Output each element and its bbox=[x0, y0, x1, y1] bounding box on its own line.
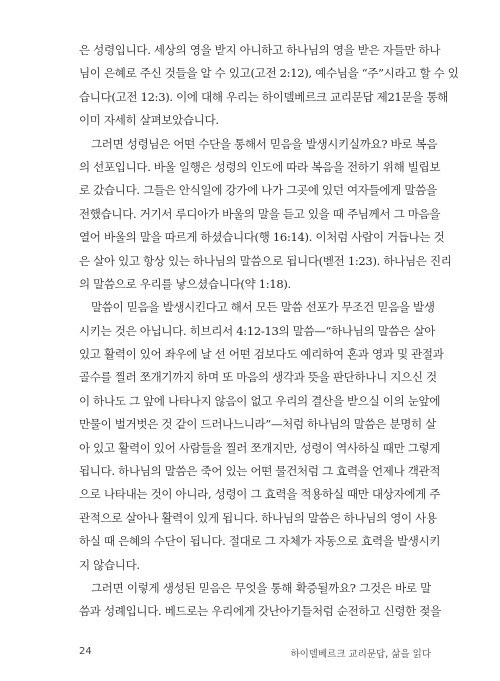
text-line: 이 하나도 그 앞에 나타나지 않음이 없고 우리의 결산을 받으실 이의 눈앞에 bbox=[79, 393, 441, 408]
text-line: 습니다(고전 12:3). 이에 대해 우리는 하이델베르크 교리문답 제21문을 통해 bbox=[79, 89, 449, 104]
text-line: 은 성령입니다. 세상의 영을 받지 아니하고 하나님의 영을 받은 자들만 하나 bbox=[79, 43, 441, 57]
text-line: 전했습니다. 거기서 루디아가 바울의 말을 듣고 있을 때 주님께서 그 마음을 bbox=[79, 206, 441, 221]
text-line: 의 선포입니다. 바울 일행은 성령의 인도에 따라 복음을 전하기 위해 빌립보 bbox=[79, 159, 441, 174]
text-line: 이미 자세히 살펴보았습니다. bbox=[79, 113, 219, 128]
text-line: 씀과 성례입니다. 베드로는 우리에게 갓난아기들처럼 순전하고 신령한 젖을 bbox=[79, 604, 441, 619]
text-line: 그러면 이렇게 생성된 믿음은 무엇을 통해 확증될까요? 그것은 바로 말 bbox=[91, 580, 431, 595]
text-line: 님이 은혜로 주신 것들을 알 수 있고(고전 2:12), 예수님을 “주”시라고 할 수 있 bbox=[79, 66, 459, 81]
text-line: 지 않습니다. bbox=[79, 557, 140, 572]
text-line: 하실 때 은혜의 수단이 됩니다. 절대로 그 자체가 자동으로 효력을 발생시키 bbox=[79, 534, 441, 549]
text-line: 골수를 찔러 쪼개기까지 하며 또 마음의 생각과 뜻을 판단하나니 지으신 것 bbox=[79, 370, 437, 385]
text-line: 열어 바울의 말을 따르게 하셨습니다(행 16:14). 이처럼 사람이 거듭나는 것 bbox=[79, 230, 445, 245]
text-line: 으로 나타내는 것이 아니라, 성령이 그 효력을 적용하실 때만 대상자에게 주 bbox=[79, 487, 441, 502]
text-line: 로 갔습니다. 그들은 안식일에 강가에 나가 그곳에 있던 여자들에게 말씀을 bbox=[79, 183, 437, 198]
running-title: 하이델베르크 교리문답, 삶을 읽다 bbox=[290, 649, 431, 660]
text-line: 관적으로 살아나 활력이 있게 됩니다. 하나님의 말씀은 하나님의 영이 사용 bbox=[79, 510, 437, 525]
text-line: 의 말씀으로 우리를 낳으셨습니다(약 1:18). bbox=[79, 276, 291, 291]
page-number: 24 bbox=[79, 646, 92, 657]
text-line: 만물이 벌거벗은 것 같이 드러나느니라”—처럼 하나님의 말씀은 분명히 살 bbox=[79, 417, 437, 432]
text-line: 됩니다. 하나님의 말씀은 죽어 있는 어떤 물건처럼 그 효력을 언제나 객관적 bbox=[79, 464, 441, 479]
text-line: 있고 활력이 있어 좌우에 날 선 어떤 검보다도 예리하여 혼과 영과 및 관절과 bbox=[79, 347, 444, 362]
text-line: 은 살아 있고 항상 있는 하나님의 말씀으로 됩니다(벧전 1:23). 하나님은 진리 bbox=[79, 253, 452, 268]
text-line: 시키는 것은 아닙니다. 히브리서 4:12-13의 말씀—“하나님의 말씀은 살아 bbox=[79, 323, 436, 338]
text-line: 그러면 성령님은 어떤 수단을 통해서 믿음을 발생시키실까요? 바로 복음 bbox=[91, 136, 438, 151]
text-line: 아 있고 활력이 있어 사람들을 찔러 쪼개지만, 성령이 역사하실 때만 그렇게 bbox=[79, 440, 441, 455]
body-text bbox=[79, 39, 459, 624]
text-line: 말씀이 믿음을 발생시킨다고 해서 모든 말씀 선포가 무조건 믿음을 발생 bbox=[91, 300, 435, 315]
